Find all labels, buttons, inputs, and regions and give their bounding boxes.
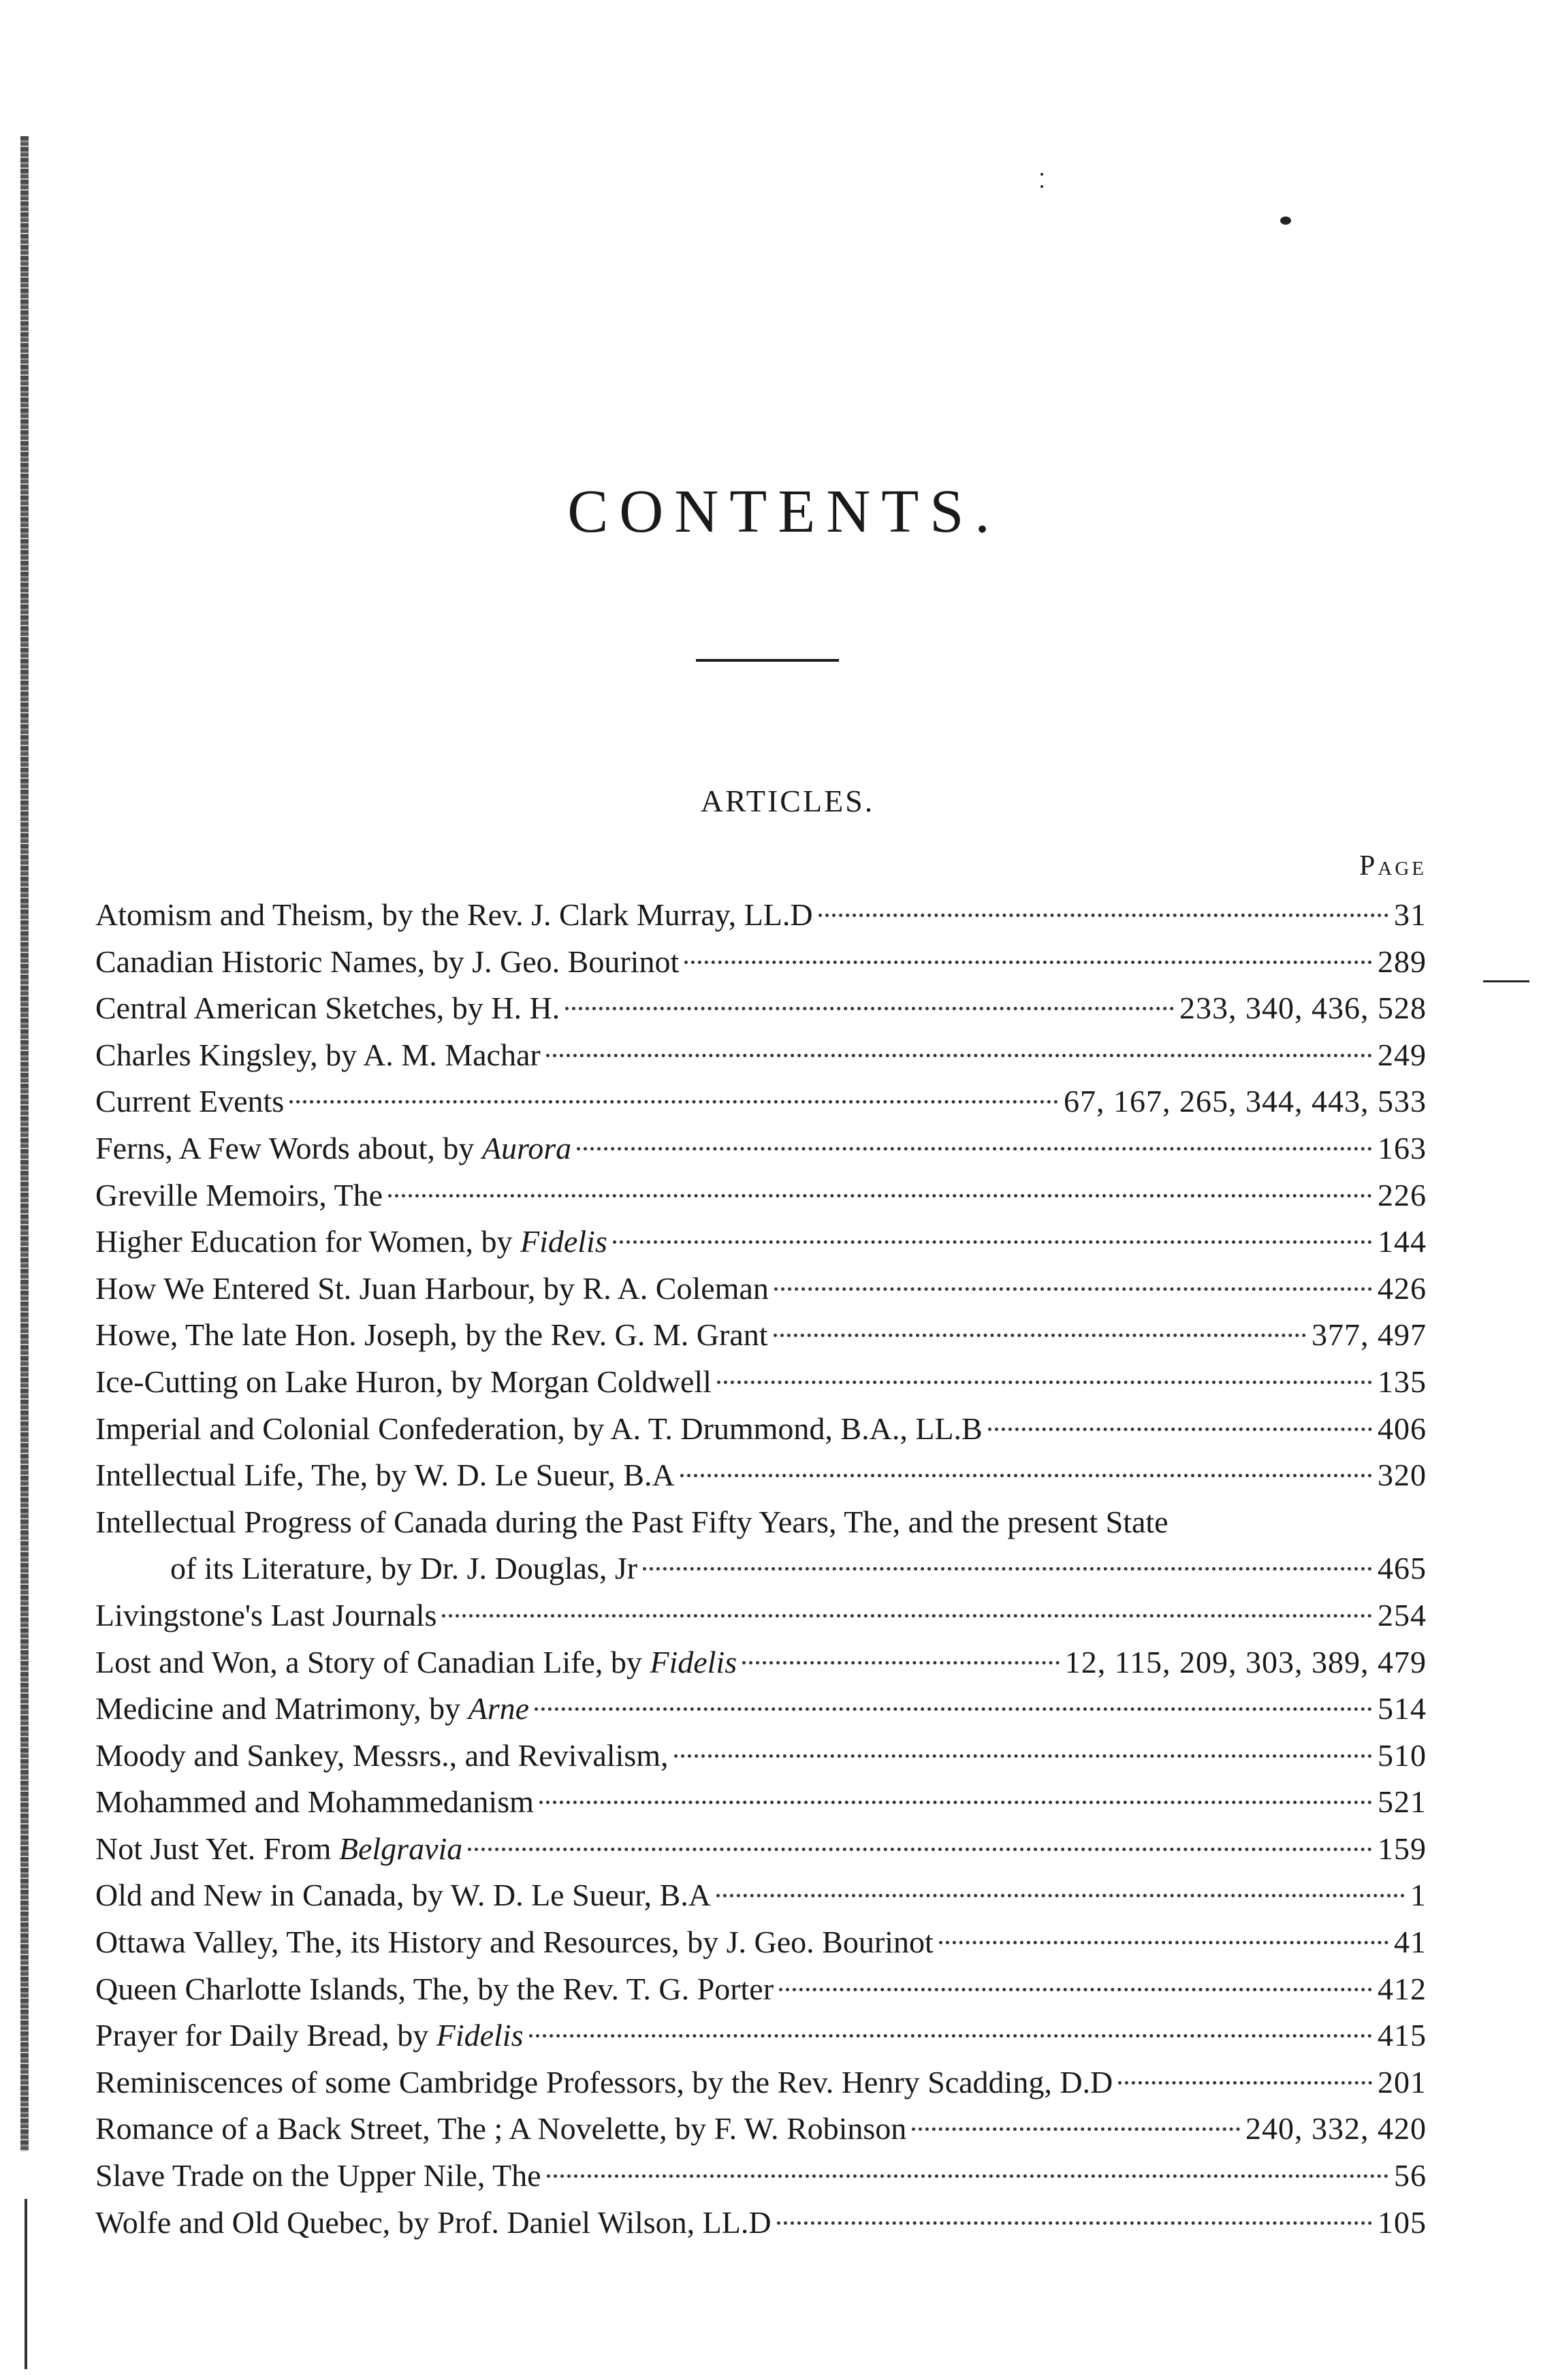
entry-author-italic: Aurora: [481, 1130, 572, 1165]
entry-title: [95, 2059, 1113, 2106]
entry-page-numbers: 240, 332, 420: [1245, 2111, 1427, 2146]
page-column-label: Page: [1359, 850, 1427, 882]
entry-title-text: How We Entered St. Juan Harbour, by R. A. Coleman: [95, 1270, 769, 1306]
dot-leader: [289, 1100, 1058, 1104]
entry-page-numbers: 521: [1378, 1784, 1427, 1820]
entry-title-text: Mohammed and Mohammedanism: [95, 1784, 534, 1820]
toc-entry: [95, 2106, 1427, 2153]
entry-title-text: Lost and Won, a Story of Canadian Life, by: [95, 1644, 650, 1679]
toc-entry: [95, 2012, 1427, 2059]
entry-title-text: Ferns, A Few Words about, by: [95, 1130, 482, 1165]
dot-leader: [535, 1707, 1372, 1711]
entry-continuation-text: of its Literature, by Dr. J. Douglas, Jr: [170, 1551, 638, 1586]
entry-page-numbers: 426: [1378, 1270, 1427, 1306]
entry-title-text: Intellectual Progress of Canada during the Past Fifty Years, The, and the present State: [95, 1504, 1169, 1539]
entry-page-numbers: 41: [1394, 1925, 1427, 1960]
toc-entry: [95, 939, 1427, 986]
dot-leader: [546, 1054, 1372, 1057]
entry-title: [95, 1359, 712, 1406]
entry-title-text: Howe, The late Hon. Joseph, by the Rev. G. M. Grant: [95, 1317, 768, 1353]
entry-first-line: [95, 1499, 1427, 1546]
entry-continuation-line: [95, 1545, 1427, 1592]
entry-page-numbers: 320: [1378, 1458, 1427, 1493]
entry-title-text: Central American Sketches, by H. H.: [95, 991, 560, 1026]
entry-author-italic: Fidelis: [650, 1644, 737, 1679]
entry-page-numbers: 105: [1378, 2204, 1427, 2240]
entry-page-numbers: 415: [1378, 2018, 1427, 2053]
entry-title-text: Livingstone's Last Journals: [95, 1597, 437, 1633]
toc-entry: [95, 1172, 1427, 1219]
entry-title: [95, 939, 679, 986]
entry-title-text: Slave Trade on the Upper Nile, The: [95, 2158, 541, 2193]
dot-leader: [774, 1287, 1372, 1291]
entry-page-numbers: 144: [1378, 1224, 1427, 1259]
entry-page-numbers: 377, 497: [1312, 1317, 1427, 1353]
entry-page-numbers: 12, 115, 209, 303, 389, 479: [1064, 1644, 1427, 1679]
entry-title: [95, 2106, 906, 2153]
ink-speck: [1040, 173, 1043, 176]
entry-title-text: Greville Memoirs, The: [95, 1177, 383, 1212]
entry-title: [95, 1733, 669, 1780]
entry-title: [95, 2153, 541, 2200]
entry-title: [95, 1872, 711, 1919]
entry-title: [95, 1406, 983, 1453]
ink-speck: [1040, 185, 1043, 188]
toc-entry: [95, 1779, 1427, 1826]
entry-page-numbers: 406: [1378, 1411, 1427, 1446]
dot-leader: [779, 1988, 1372, 1991]
dot-leader: [717, 1381, 1372, 1384]
entry-title: [95, 1826, 462, 1873]
dot-leader: [577, 1147, 1372, 1151]
entry-author-italic: Fidelis: [436, 2018, 524, 2053]
dot-leader: [1118, 2081, 1372, 2085]
entry-page-numbers: 249: [1378, 1037, 1427, 1072]
entry-title-text: Ottawa Valley, The, its History and Resources, by J. Geo. Bourinot: [95, 1925, 934, 1960]
entry-title: [95, 1966, 774, 2013]
entry-title-text: Current Events: [95, 1084, 285, 1119]
toc-entry: [95, 1312, 1427, 1359]
dot-leader: [674, 1754, 1372, 1758]
toc-entry: [95, 892, 1427, 939]
toc-entry: [95, 1078, 1427, 1125]
dot-leader: [684, 961, 1372, 964]
entry-page-numbers: 1: [1410, 1878, 1427, 1913]
entry-title-text: Moody and Sankey, Messrs., and Revivalism,: [95, 1737, 669, 1773]
dot-leader: [777, 2221, 1372, 2225]
dot-leader: [988, 1428, 1372, 1431]
toc-entry: [95, 1826, 1427, 1873]
entry-title-text: Imperial and Colonial Confederation, by A. T. Drummond, B.A., LL.B: [95, 1411, 983, 1446]
dot-leader: [819, 914, 1388, 917]
toc-entry: [95, 2153, 1427, 2200]
entry-title: [95, 1266, 769, 1313]
entry-title: [95, 1452, 675, 1499]
dot-leader: [547, 2174, 1388, 2178]
toc-entry: [95, 1359, 1427, 1406]
entry-title: [95, 1499, 1169, 1546]
entry-title: [95, 1312, 768, 1359]
scan-binding-edge: [20, 136, 29, 2151]
entry-page-numbers: 514: [1378, 1691, 1427, 1726]
entry-title: [95, 892, 813, 939]
toc-entry: [95, 1452, 1427, 1499]
dot-leader: [742, 1661, 1060, 1665]
dot-leader: [539, 1801, 1372, 1804]
toc-entry: [95, 1125, 1427, 1172]
toc-entry: [95, 2200, 1427, 2247]
toc-entry: [95, 1266, 1427, 1313]
toc-entry: [95, 1733, 1427, 1780]
dot-leader: [565, 1007, 1174, 1010]
entry-page-numbers: 226: [1378, 1177, 1427, 1212]
dot-leader: [680, 1474, 1372, 1477]
entry-title-text: Medicine and Matrimony, by: [95, 1691, 468, 1726]
entry-page-numbers: 254: [1378, 1597, 1427, 1633]
entry-title-text: Not Just Yet. From: [95, 1831, 339, 1866]
entry-title: [95, 1686, 529, 1733]
toc-entry: [95, 1872, 1427, 1919]
entry-title-text: Romance of a Back Street, The ; A Novelette, by F. W. Robinson: [95, 2111, 907, 2146]
toc-entry: [95, 1592, 1427, 1639]
entry-title-text: Intellectual Life, The, by W. D. Le Sueur, B.A: [95, 1458, 675, 1493]
entry-page-numbers: 159: [1378, 1831, 1427, 1866]
entry-title: [95, 1172, 383, 1219]
entry-title: [95, 1919, 934, 1966]
toc-entry: [95, 1219, 1427, 1266]
entry-page-numbers: 67, 167, 265, 344, 443, 533: [1064, 1084, 1427, 1119]
toc-entry: [95, 1966, 1427, 2013]
entry-page-numbers: 201: [1378, 2064, 1427, 2100]
entry-page-numbers: 289: [1378, 944, 1427, 979]
entry-title-text: Canadian Historic Names, by J. Geo. Bourinot: [95, 944, 680, 979]
toc-entry: [95, 1499, 1427, 1592]
dot-leader: [774, 1334, 1306, 1337]
dot-leader: [529, 2034, 1373, 2038]
entry-title-text: Queen Charlotte Islands, The, by the Rev. T. G. Porter: [95, 1971, 774, 2006]
entry-title-text: Wolfe and Old Quebec, by Prof. Daniel Wilson, LL.D: [95, 2204, 772, 2240]
dot-leader: [388, 1194, 1372, 1197]
entry-title: [95, 1125, 571, 1172]
entry-page-numbers: 233, 340, 436, 528: [1179, 991, 1427, 1026]
toc-entry: [95, 1032, 1427, 1079]
entry-page-numbers: 31: [1394, 897, 1427, 932]
dot-leader: [442, 1614, 1372, 1618]
toc-entry: [95, 2059, 1427, 2106]
entry-title-text: Old and New in Canada, by W. D. Le Sueur, B.A: [95, 1878, 711, 1913]
entry-title: [95, 1639, 737, 1686]
entry-title-text: Ice-Cutting on Lake Huron, by Morgan Coldwell: [95, 1364, 712, 1399]
entry-title: [95, 1032, 541, 1079]
toc-entry: [95, 1406, 1427, 1453]
entry-title: [95, 2012, 524, 2059]
entry-author-italic: Fidelis: [520, 1224, 607, 1259]
entry-title-text: Reminiscences of some Cambridge Professors, by the Rev. Henry Scadding, D.D: [95, 2064, 1113, 2100]
dot-leader: [716, 1894, 1405, 1897]
dot-leader: [613, 1240, 1372, 1244]
entry-title: [95, 2200, 772, 2247]
entry-page-numbers: 163: [1378, 1130, 1427, 1165]
entry-title: [95, 1779, 534, 1826]
entry-title: [95, 985, 560, 1032]
entry-title: [95, 1592, 436, 1639]
page-title: CONTENTS.: [567, 478, 1001, 545]
entry-title: [95, 1219, 607, 1266]
entry-author-italic: Arne: [468, 1691, 530, 1726]
toc-entry: [95, 1686, 1427, 1733]
entry-page-numbers: 412: [1378, 1971, 1427, 2006]
dot-leader: [468, 1848, 1372, 1851]
entry-page-numbers: 56: [1394, 2158, 1427, 2193]
entry-title-text: Higher Education for Women, by: [95, 1224, 520, 1259]
table-of-contents: [95, 892, 1427, 2246]
dot-leader: [939, 1941, 1388, 1944]
toc-entry: [95, 1919, 1427, 1966]
toc-entry: [95, 1639, 1427, 1686]
entry-author-italic: Belgravia: [338, 1831, 463, 1866]
ink-speck: [1280, 216, 1291, 225]
scan-binding-edge-lower: [25, 2199, 27, 2369]
section-heading: ARTICLES.: [700, 784, 875, 818]
margin-mark: [1483, 980, 1529, 982]
entry-title: [95, 1078, 284, 1125]
toc-entry: [95, 985, 1427, 1032]
dot-leader: [643, 1567, 1372, 1571]
title-rule: [696, 659, 839, 662]
entry-page-numbers: 465: [1378, 1551, 1427, 1586]
entry-title-text: Prayer for Daily Bread, by: [95, 2018, 436, 2053]
entry-title-text: Charles Kingsley, by A. M. Machar: [95, 1037, 541, 1072]
entry-title-text: Atomism and Theism, by the Rev. J. Clark Murray, LL.D: [95, 897, 813, 932]
entry-page-numbers: 510: [1378, 1737, 1427, 1773]
dot-leader: [912, 2127, 1240, 2131]
entry-page-numbers: 135: [1378, 1364, 1427, 1399]
